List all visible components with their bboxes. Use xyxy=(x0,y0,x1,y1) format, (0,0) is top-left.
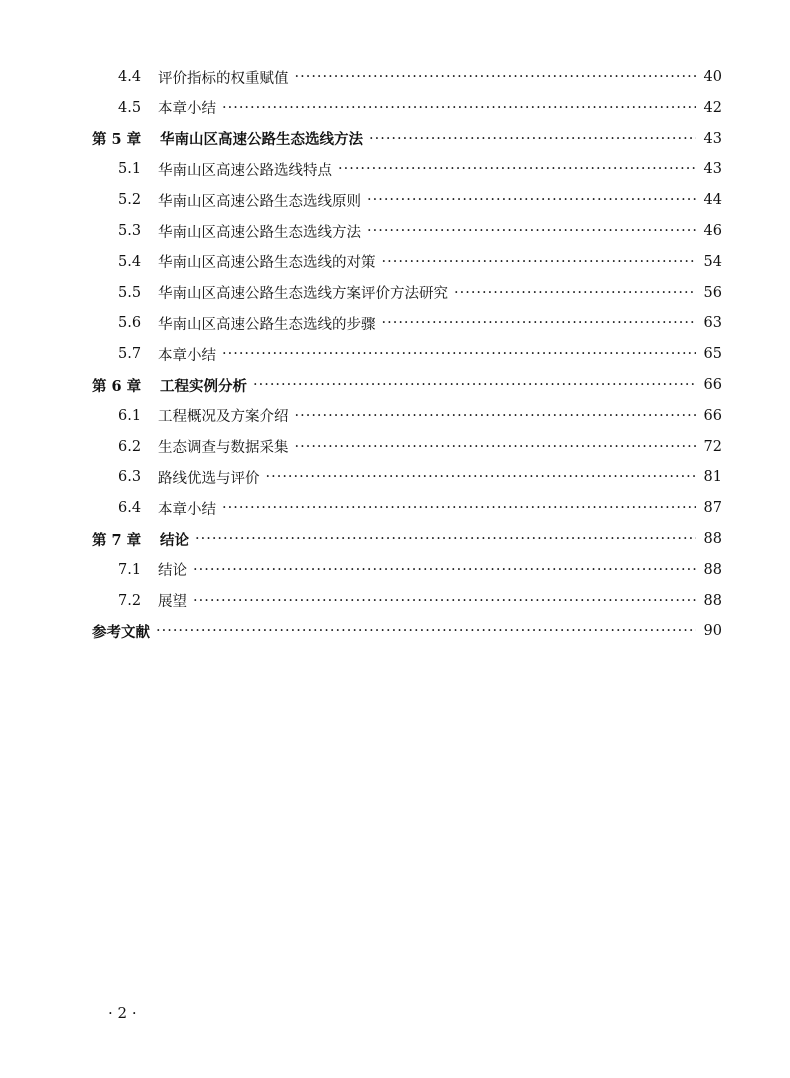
toc-leader-dots xyxy=(193,593,696,609)
toc-leader-dots xyxy=(367,192,696,208)
toc-entry xyxy=(92,124,722,154)
toc-entry-title: 华南山区高速公路生态选线的对策 xyxy=(158,255,376,272)
toc-entry-number: 6.1 xyxy=(118,407,142,424)
toc-entry-title: 华南山区高速公路选线特点 xyxy=(158,162,332,179)
toc-entry xyxy=(92,616,722,646)
toc-entry-page: 81 xyxy=(703,469,722,486)
toc-entry-number: 第 5 章 xyxy=(92,131,142,149)
toc-entry-page: 66 xyxy=(703,407,722,424)
toc-leader-dots xyxy=(266,469,697,485)
toc-entry xyxy=(118,247,722,277)
toc-entry-page: 66 xyxy=(703,377,722,393)
toc-entry xyxy=(118,216,722,246)
toc-entry-number: 7.1 xyxy=(118,561,142,578)
toc-entry-title: 华南山区高速公路生态选线方法 xyxy=(160,131,363,149)
toc-entry-title: 华南山区高速公路生态选线方案评价方法研究 xyxy=(158,286,448,303)
toc-entry-number: 第 6 章 xyxy=(92,377,142,395)
toc-leader-dots xyxy=(222,500,696,516)
toc-entry-number: 5.7 xyxy=(118,346,142,363)
page-number-footer: · 2 · xyxy=(108,1004,137,1022)
toc-leader-dots xyxy=(222,100,696,116)
toc-entry-number: 5.4 xyxy=(118,253,142,270)
toc-entry xyxy=(118,462,722,492)
toc-entry xyxy=(118,93,722,123)
toc-entry-number: 7.2 xyxy=(118,592,142,609)
toc-entry-page: 63 xyxy=(703,315,722,332)
toc-entry-title: 路线优选与评价 xyxy=(158,470,260,487)
toc-entry xyxy=(118,339,722,369)
toc-leader-dots xyxy=(295,69,697,85)
toc-leader-dots xyxy=(369,131,696,147)
toc-entry-page: 44 xyxy=(703,192,722,209)
toc-leader-dots xyxy=(193,562,696,578)
toc-entry-number: 6.4 xyxy=(118,500,142,517)
toc-entry-page: 65 xyxy=(703,346,722,363)
toc-entry-title: 评价指标的权重赋值 xyxy=(158,70,289,87)
toc-leader-dots xyxy=(253,377,696,393)
toc-entry-title: 工程实例分析 xyxy=(160,377,247,395)
toc-entry xyxy=(92,370,722,400)
toc-leader-dots xyxy=(295,439,697,455)
toc-entry-number: 6.2 xyxy=(118,438,142,455)
toc-leader-dots xyxy=(156,623,696,639)
toc-entry-page: 88 xyxy=(703,531,722,547)
toc-leader-dots xyxy=(382,315,697,331)
toc-entry-title: 本章小结 xyxy=(158,347,216,364)
toc-leader-dots xyxy=(195,531,696,547)
toc-entry xyxy=(118,278,722,308)
toc-entry-title: 生态调查与数据采集 xyxy=(158,440,289,457)
toc-entry-page: 56 xyxy=(703,284,722,301)
toc-entry-page: 43 xyxy=(703,130,722,147)
toc-entry-page: 46 xyxy=(703,223,722,239)
toc-entry-number: 6.3 xyxy=(118,469,142,486)
toc-entry-number: 5.1 xyxy=(118,161,142,178)
toc-leader-dots xyxy=(382,254,697,270)
toc-entry-title: 华南山区高速公路生态选线原则 xyxy=(158,193,361,210)
toc-entry-page: 40 xyxy=(703,69,722,85)
toc-entry-title: 参考文献 xyxy=(92,623,150,641)
toc-entry-number: 5.3 xyxy=(118,223,142,239)
toc-entry-title: 工程概况及方案介绍 xyxy=(158,409,289,426)
toc-entry-title: 结论 xyxy=(160,531,189,549)
toc-entry-page: 90 xyxy=(703,623,722,640)
toc-leader-dots xyxy=(338,161,696,177)
toc-entry-number: 5.5 xyxy=(118,284,142,301)
toc-entry xyxy=(118,401,722,431)
toc-entry xyxy=(118,308,722,338)
toc-entry xyxy=(118,493,722,523)
toc-entry xyxy=(118,432,722,462)
toc-entry-page: 42 xyxy=(703,99,722,116)
toc-leader-dots xyxy=(454,285,696,301)
toc-leader-dots xyxy=(295,408,697,424)
toc-entry xyxy=(118,154,722,184)
toc-entry xyxy=(118,185,722,215)
toc-entry-title: 展望 xyxy=(158,594,187,611)
toc-entry xyxy=(118,555,722,585)
toc-entry-page: 88 xyxy=(703,592,722,609)
toc-entry-title: 华南山区高速公路生态选线的步骤 xyxy=(158,316,376,333)
toc-entry-number: 4.4 xyxy=(118,69,142,85)
toc-entry-title: 本章小结 xyxy=(158,101,216,118)
toc-entry-number: 4.5 xyxy=(118,99,142,116)
toc-entry-page: 54 xyxy=(703,253,722,270)
toc-entry-title: 结论 xyxy=(158,563,187,580)
toc-entry-title: 华南山区高速公路生态选线方法 xyxy=(158,224,361,241)
toc-entry-number: 第 7 章 xyxy=(92,531,142,549)
toc-entry-number: 5.2 xyxy=(118,192,142,209)
toc-entry-number: 5.6 xyxy=(118,315,142,332)
toc-entry xyxy=(118,62,722,92)
toc-entry-page: 72 xyxy=(703,438,722,455)
toc-leader-dots xyxy=(367,223,696,239)
toc-leader-dots xyxy=(222,346,696,362)
toc-entry-page: 88 xyxy=(703,561,722,578)
toc-entry-page: 87 xyxy=(703,500,722,517)
toc-entry xyxy=(92,524,722,554)
toc-entry xyxy=(118,586,722,616)
toc-entry-page: 43 xyxy=(703,161,722,178)
toc-entry-title: 本章小结 xyxy=(158,501,216,518)
